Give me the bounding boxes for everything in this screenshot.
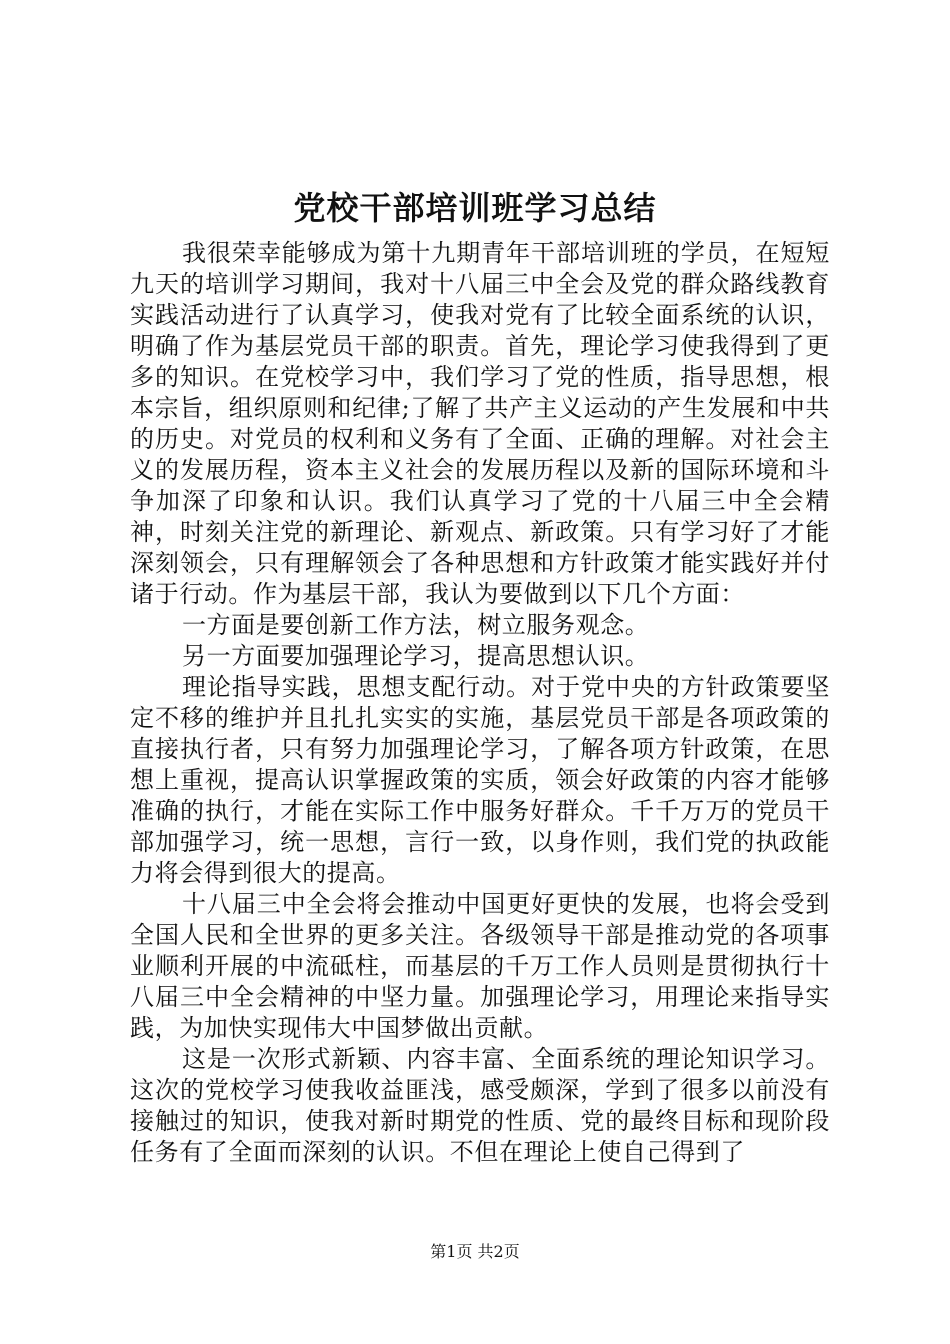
paragraph-6: 这是一次形式新颖、内容丰富、全面系统的理论知识学习。这次的党校学习使我收益匪浅，感受颇深，学到了很多以前没有接触过的知识，使我对新时期党的性质、党的最终目标和现阶段任务有了全面而深刻的认识。不但在理论上使自己得到了 bbox=[130, 1045, 830, 1166]
paragraph-1: 我很荣幸能够成为第十九期青年干部培训班的学员，在短短九天的培训学习期间，我对十八届三中全会及党的群众路线教育实践活动进行了认真学习，使我对党有了比较全面系统的认识，明确了作为基层党员干部的职责。首先，理论学习使我得到了更多的知识。在党校学习中，我们学习了党的性质，指导思想，根本宗旨，组织原则和纪律;了解了共产主义运动的产生发展和中共的历史。对党员的权利和义务有了全面、正确的理解。对社会主义的发展历程，资本主义社会的发展历程以及新的国际环境和斗争加深了印象和认识。我们认真学习了党的十八届三中全会精神，时刻关注党的新理论、新观点、新政策。只有学习好了才能深刻领会，只有理解领会了各种思想和方针政策才能实践好并付诸于行动。作为基层干部，我认为要做到以下几个方面： bbox=[130, 239, 830, 608]
paragraph-5: 十八届三中全会将会推动中国更好更快的发展，也将会受到全国人民和全世界的更多关注。各级领导干部是推动党的各项事业顺利开展的中流砥柱，而基层的千万工作人员则是贯彻执行十八届三中全会精神的中坚力量。加强理论学习，用理论来指导实践，为加快实现伟大中国梦做出贡献。 bbox=[130, 890, 830, 1042]
paragraph-4: 理论指导实践，思想支配行动。对于党中央的方针政策要坚定不移的维护并且扎扎实实的实施，基层党员干部是各项政策的直接执行者，只有努力加强理论学习，了解各项方针政策，在思想上重视，提高认识掌握政策的实质，领会好政策的内容才能够准确的执行，才能在实际工作中服务好群众。千千万万的党员干部加强学习，统一思想，言行一致，以身作则，我们党的执政能力将会得到很大的提高。 bbox=[130, 673, 830, 887]
page-footer: 第1页 共2页 bbox=[430, 1242, 520, 1261]
paragraph-3: 另一方面要加强理论学习，提高思想认识。 bbox=[182, 642, 650, 670]
paragraph-2: 一方面是要创新工作方法，树立服务观念。 bbox=[182, 611, 650, 639]
document-title: 党校干部培训班学习总结 bbox=[293, 189, 657, 227]
document-body bbox=[130, 238, 830, 1168]
